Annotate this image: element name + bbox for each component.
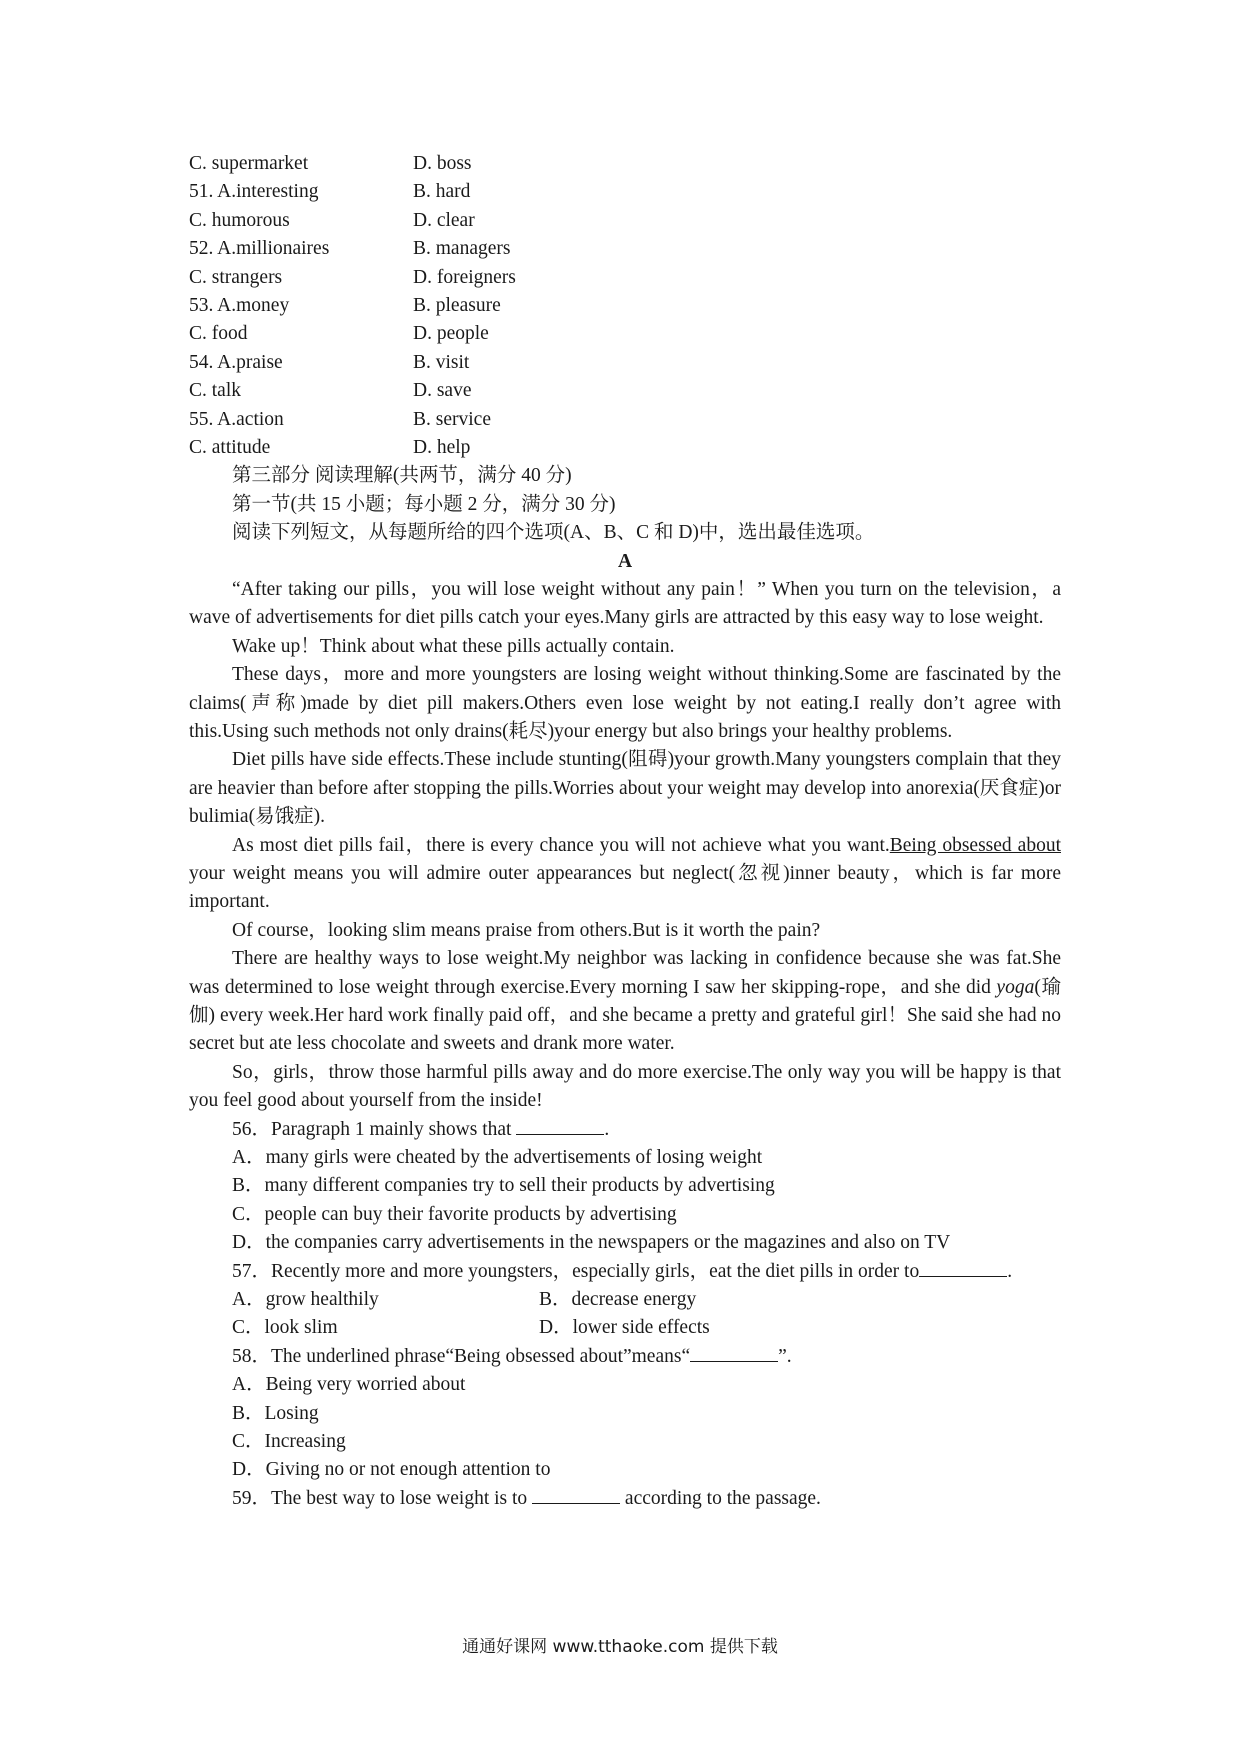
choice-row: [189, 434, 1061, 462]
choice-right: D. help: [413, 436, 471, 458]
stem-text: 57．Recently more and more youngsters，especially girls，eat the diet pills in order: [232, 1260, 900, 1282]
choice-left: C. food: [189, 323, 248, 345]
option-c: C．Increasing: [232, 1431, 346, 1453]
question-59: [189, 1485, 1061, 1513]
choice-row: [189, 264, 1061, 292]
choice-row: [189, 349, 1061, 377]
stem-text: 58．The underlined phrase“Being obsessed about”means“: [232, 1345, 691, 1367]
previous-choices: [189, 150, 1061, 462]
paragraph-3: These days，more and more youngsters are losing weight without thinking.Some are fascinated by the claims(声称)made by diet pill makers.Others even lose weight by not eating.I really don’t agree with this.Using such methods not only drains(耗尽)your energy but also brings your healthy problems.: [189, 664, 1061, 742]
paragraph-7-start: There are healthy ways to lose weight.My neighbor was lacking in confidence because she was fat.She was determined to lose weight through exercise.Every morning I saw her skipping-rope，and she did: [189, 948, 1061, 998]
choice-left: C. attitude: [189, 436, 271, 458]
choice-left: 51. A.interesting: [189, 181, 319, 203]
choice-right: B. hard: [413, 181, 471, 203]
choice-left: C. humorous: [189, 209, 290, 231]
sub-title: 第一节(共 15 小题；每小题 2 分，满分 30 分): [232, 493, 616, 515]
paragraph-2: Wake up！Think about what these pills actually contain.: [232, 635, 675, 657]
option-row: [189, 1314, 1061, 1342]
part-title: 第三部分 阅读理解(共两节，满分 40 分): [232, 465, 572, 487]
choice-right: D. save: [413, 380, 472, 402]
option-b: B．decrease energy: [539, 1289, 697, 1311]
choice-row: [189, 377, 1061, 405]
choice-left: 54. A.praise: [189, 351, 283, 373]
option-d: D．Giving no or not enough attention to: [232, 1459, 551, 1481]
paragraph-1: “After taking our pills，you will lose weight without any pain！” When you turn on the television，a wave of advertisements for diet pills catch your eyes.Many girls are attracted by this easy way to lose weight.: [189, 578, 1061, 629]
choice-right: D. people: [413, 323, 489, 345]
stem-end: according to the passage.: [624, 1487, 821, 1509]
question-stem: [189, 1258, 1061, 1286]
stem-end: .: [1007, 1260, 1013, 1282]
stem-end: ”.: [778, 1345, 792, 1367]
question-stem: [189, 1343, 1061, 1371]
underlined-phrase: Being obsessed about: [889, 834, 1061, 856]
paragraph-8: So，girls，throw those harmful pills away and do more exercise.The only way you will be happy is that you feel good about yourself from the inside!: [189, 1061, 1061, 1112]
instruction: 阅读下列短文，从每题所给的四个选项(A、B、C 和 D)中，选出最佳选项。: [232, 522, 875, 544]
choice-left: C. supermarket: [189, 153, 309, 174]
answer-blank: [690, 1343, 778, 1362]
paragraph-6: Of course，looking slim means praise from others.But is it worth the pain?: [232, 919, 821, 941]
stem-end: .: [604, 1118, 610, 1140]
choice-right: D. boss: [413, 153, 472, 174]
footer-source: 通通好课网 www.tthaoke.com 提供下载: [462, 1637, 778, 1657]
choice-left: C. talk: [189, 380, 241, 402]
choice-left: 52. A.millionaires: [189, 238, 330, 260]
question-stem: [189, 1116, 1061, 1144]
choice-row: [189, 207, 1061, 235]
question-58: [189, 1343, 1061, 1485]
option-c: C．look slim: [232, 1317, 338, 1339]
option-b: B．many different companies try to sell their products by advertising: [232, 1175, 775, 1197]
choice-right: D. foreigners: [413, 266, 516, 288]
option-c: C．people can buy their favorite products by advertising: [232, 1203, 677, 1225]
choice-left: C. strangers: [189, 266, 283, 288]
choice-right: B. visit: [413, 351, 470, 373]
paragraph-5-end: your weight means you will admire outer appearances but neglect(忽视)inner beauty，which is far more important.: [189, 862, 1061, 913]
stem-text: 59．The best way to lose weight is to: [232, 1487, 528, 1509]
option-a: A．Being very worried about: [232, 1374, 466, 1396]
yoga-italic: yoga: [996, 976, 1035, 998]
choice-left: 55. A.action: [189, 408, 284, 430]
choice-right: B. pleasure: [413, 294, 501, 316]
choice-row: [189, 235, 1061, 263]
choice-left: 53. A.money: [189, 294, 290, 316]
choice-row: [189, 150, 1061, 178]
content-column: [189, 150, 1061, 1513]
paragraph-7-end: (瑜伽) every week.Her hard work finally paid off，and she became a pretty and grateful girl！She said she had no secret but ate less chocolate and sweets and drank more water.: [189, 976, 1061, 1055]
paragraph-4: Diet pills have side effects.These include stunting(阻碍)your growth.Many youngsters complain that they are heavier than before after stopping the pills.Worries about your weight may develop into anorexia(厌食症)or bulimia(易饿症).: [189, 749, 1061, 828]
stem-to: to: [904, 1260, 920, 1282]
choice-right: B. service: [413, 408, 491, 430]
choice-right: B. managers: [413, 238, 511, 260]
option-d: D．the companies carry advertisements in the newspapers or the magazines and also on TV: [232, 1232, 951, 1254]
choice-row: [189, 406, 1061, 434]
passage-label: A: [617, 550, 633, 572]
paragraph-5-start: As most diet pills fail，there is every chance you will not achieve what you want.: [232, 834, 890, 856]
choice-row: [189, 178, 1061, 206]
question-stem: [189, 1485, 1061, 1513]
option-a: A．grow healthily: [232, 1289, 379, 1311]
stem-text: 56．Paragraph 1 mainly shows that: [232, 1118, 512, 1140]
option-d: D．lower side effects: [539, 1317, 710, 1339]
option-a: A．many girls were cheated by the advertisements of losing weight: [232, 1147, 763, 1169]
question-57: [189, 1258, 1061, 1343]
answer-blank: [516, 1116, 604, 1135]
paragraph-7: [189, 945, 1061, 1059]
question-56: [189, 1116, 1061, 1258]
choice-row: [189, 320, 1061, 348]
paragraph-5: [189, 832, 1061, 917]
choice-right: D. clear: [413, 209, 475, 231]
option-b: B．Losing: [232, 1402, 319, 1424]
answer-blank: [919, 1258, 1007, 1277]
answer-blank: [532, 1485, 620, 1504]
choice-row: [189, 292, 1061, 320]
option-row: [189, 1286, 1061, 1314]
